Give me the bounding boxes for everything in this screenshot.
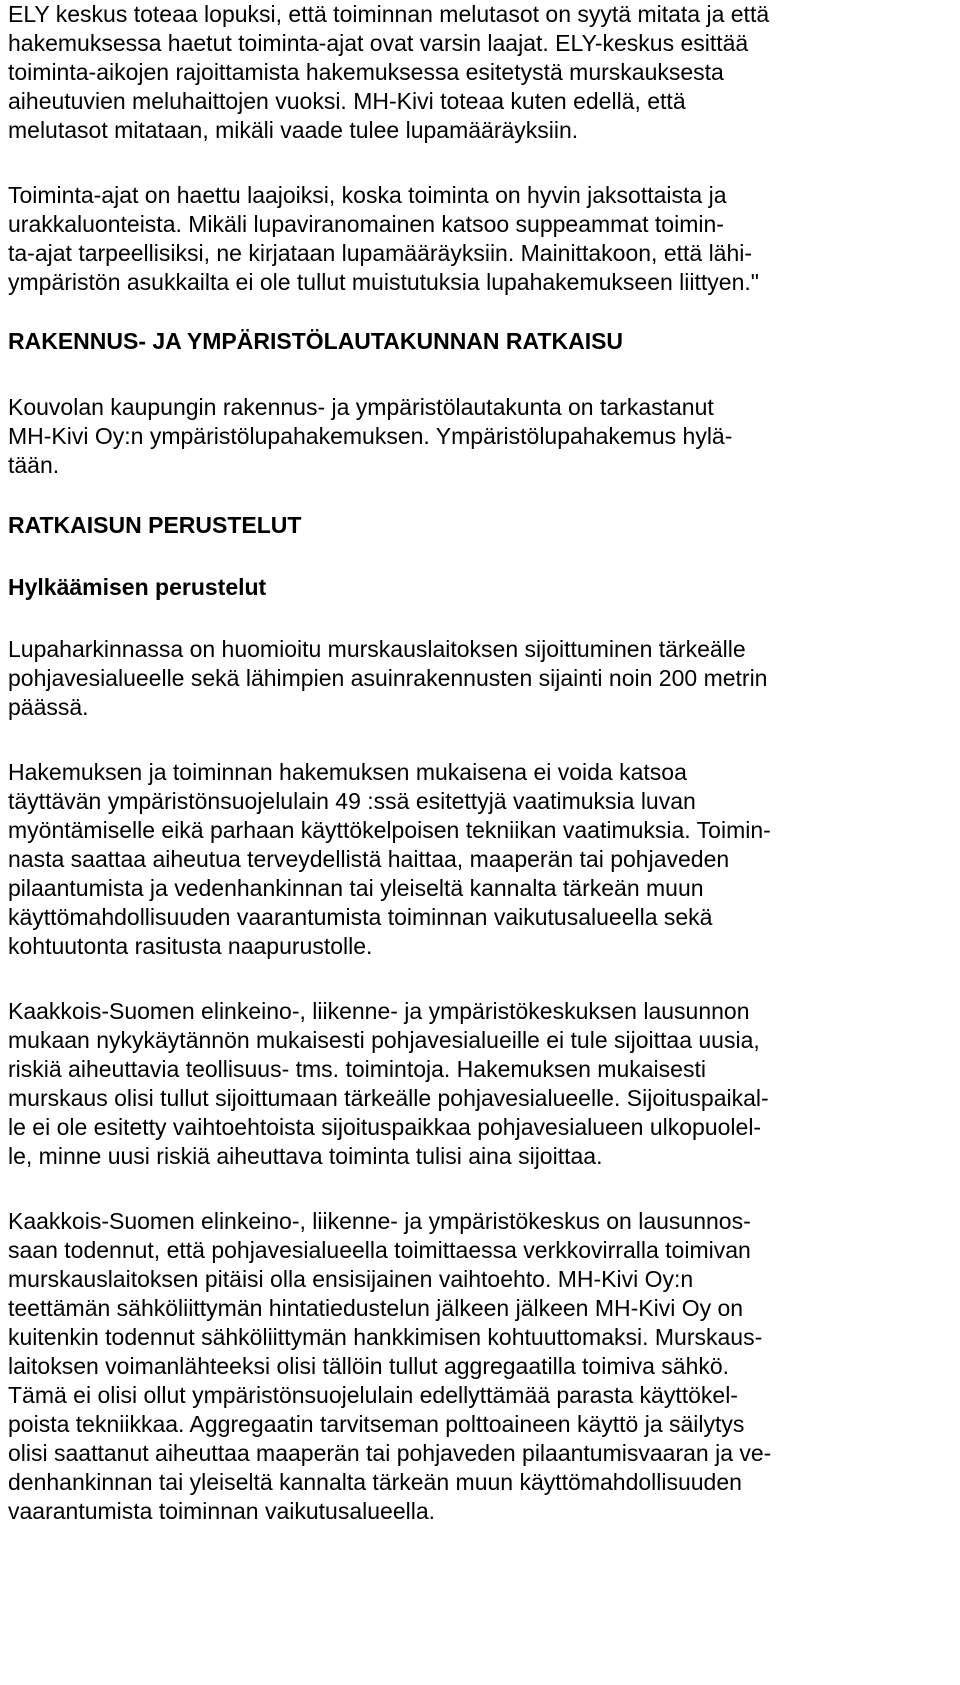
text-line: Hakemuksen ja toiminnan hakemuksen mukaisena ei voida katsoa [8,759,687,785]
text-line: riskiä aiheuttavia teollisuus- tms. toimintoja. Hakemuksen mukaisesti [8,1056,706,1082]
section-heading: RAKENNUS- JA YMPÄRISTÖLAUTAKUNNAN RATKAISU [8,328,624,354]
text-line: teettämän sähköliittymän hintatiedustelun jälkeen jälkeen MH-Kivi Oy on [8,1295,744,1321]
text-line: olisi saattanut aiheuttaa maaperän tai pohjaveden pilaantumisvaaran ja ve- [8,1440,772,1466]
text-line: denhankinnan tai yleiseltä kannalta tärkeän muun käyttömahdollisuuden [8,1469,742,1495]
text-line: urakkaluonteista. Mikäli lupaviranomainen katsoo suppeammat toimin- [8,211,724,237]
text-line: käyttömahdollisuuden vaarantumista toiminnan vaikutusalueella sekä [8,904,713,930]
text-line: pilaantumista ja vedenhankinnan tai yleiseltä kannalta tärkeän muun [8,875,704,901]
text-line: murskaus olisi tullut sijoittumaan tärkeälle pohjavesialueelle. Sijoituspaikal- [8,1085,769,1111]
text-line: Lupaharkinnassa on huomioitu murskauslaitoksen sijoittuminen tärkeälle [8,636,746,662]
text-line: Kaakkois-Suomen elinkeino-, liikenne- ja ympäristökeskus on lausunnos- [8,1208,751,1234]
text-line: myöntämiselle eikä parhaan käyttökelpoisen tekniikan vaatimuksia. Toimin- [8,817,771,843]
text-line: tään. [8,452,60,478]
text-line: laitoksen voimanlähteeksi olisi tällöin tullut aggregaatilla toimiva sähkö. [8,1353,730,1379]
text-line: hakemuksessa haetut toiminta-ajat ovat varsin laajat. ELY-keskus esittää [8,30,749,56]
text-line: mukaan nykykäytännön mukaisesti pohjavesialueille ei tule sijoittaa uusia, [8,1027,760,1053]
text-line: aiheutuvien meluhaittojen vuoksi. MH-Kivi toteaa kuten edellä, että [8,88,686,114]
text-line: kohtuutonta rasitusta naapurustolle. [8,933,373,959]
text-line: pohjavesialueelle sekä lähimpien asuinrakennusten sijainti noin 200 metrin [8,665,768,691]
text-line: toiminta-aikojen rajoittamista hakemuksessa esitetystä murskauksesta [8,59,724,85]
text-line: saan todennut, että pohjavesialueella toimittaessa verkkovirralla toimivan [8,1237,751,1263]
text-line: nasta saattaa aiheutua terveydellistä haittaa, maaperän tai pohjaveden [8,846,730,872]
text-line: MH-Kivi Oy:n ympäristölupahakemuksen. Ympäristölupahakemus hylä- [8,423,733,449]
text-line: ympäristön asukkailta ei ole tullut muistutuksia lupahakemukseen liittyen." [8,269,759,295]
text-line: le, minne uusi riskiä aiheuttava toiminta tulisi aina sijoittaa. [8,1143,603,1169]
text-line: ta-ajat tarpeellisiksi, ne kirjataan lupamääräyksiin. Mainittakoon, että lähi- [8,240,753,266]
text-line: Kaakkois-Suomen elinkeino-, liikenne- ja ympäristökeskuksen lausunnon [8,998,750,1024]
text-line: kuitenkin todennut sähköliittymän hankkimisen kohtuuttomaksi. Murskaus- [8,1324,763,1350]
text-line: ELY keskus toteaa lopuksi, että toiminnan melutasot on syytä mitata ja että [8,1,770,27]
text-line: poista tekniikkaa. Aggregaatin tarvitseman polttoaineen käyttö ja säilytys [8,1411,745,1437]
text-line: murskauslaitoksen pitäisi olla ensisijainen vaihtoehto. MH-Kivi Oy:n [8,1266,694,1292]
text-line: melutasot mitataan, mikäli vaade tulee lupamääräyksiin. [8,117,579,143]
text-line: Toiminta-ajat on haettu laajoiksi, koska toiminta on hyvin jaksottaista ja [8,182,727,208]
text-line: täyttävän ympäristönsuojelulain 49 :ssä esitettyjä vaatimuksia luvan [8,788,696,814]
text-line: le ei ole esitetty vaihtoehtoista sijoituspaikkaa pohjavesialueen ulkopuolel- [8,1114,762,1140]
section-heading: RATKAISUN PERUSTELUT [8,512,302,538]
text-line: Kouvolan kaupungin rakennus- ja ympäristölautakunta on tarkastanut [8,394,714,420]
text-line: Tämä ei olisi ollut ympäristönsuojelulain edellyttämää parasta käyttökel- [8,1382,738,1408]
subsection-heading: Hylkäämisen perustelut [8,574,267,600]
text-line: vaarantumista toiminnan vaikutusalueella. [8,1498,436,1524]
text-line: päässä. [8,694,89,720]
